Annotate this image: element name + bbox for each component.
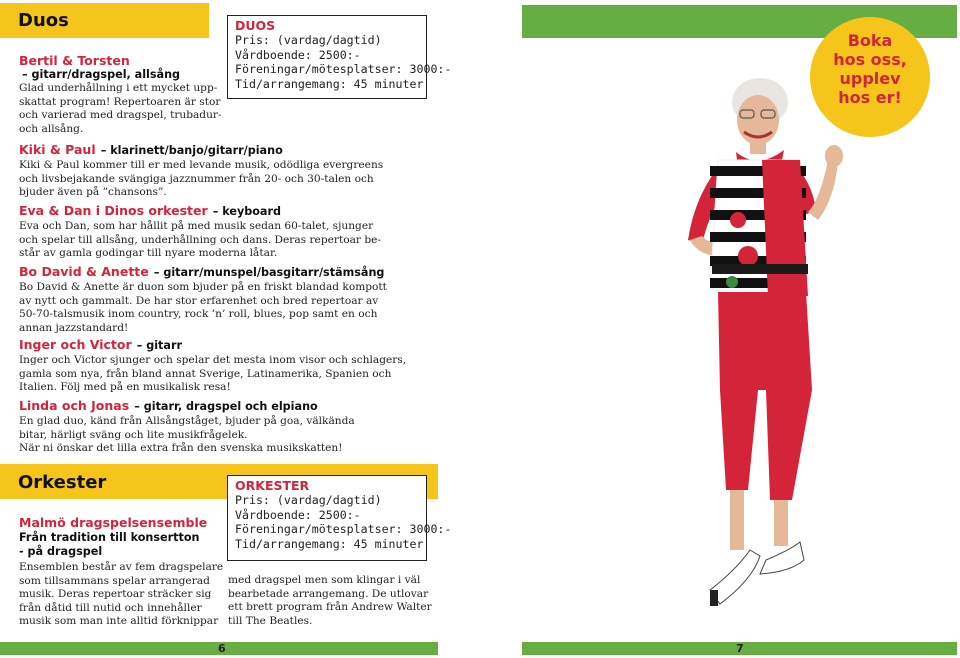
price-line: Föreningar/mötesplatser: 3000:- <box>235 522 452 537</box>
act-name: Eva & Dan i Dinos orkester <box>19 203 208 218</box>
act-name: Bertil & Torsten <box>19 53 130 68</box>
act-description: Inger och Victor sjunger och spelar det mesta inom visor och schlagers, gamla som nya, från bland annat Sverige, Latinamerika, Spanien och Italien. Följ med på en musikalisk resa! <box>19 354 407 394</box>
price-line: Pris: (vardag/dagtid) <box>235 493 382 508</box>
price-line: Pris: (vardag/dagtid) <box>235 33 382 48</box>
act-kiki-paul <box>19 139 439 200</box>
act-instruments: – klarinett/banjo/gitarr/piano <box>100 144 283 157</box>
act-name: Linda och Jonas <box>19 398 130 413</box>
act-description: Bo David & Anette är duon som bjuder på en friskt blandad kompott av nytt och gammalt. De har stor erfarenhet och bred repertoar av 50-70-talsmusik inom country, rock ’n’ roll, blues, pop samt en och annan jazzstandard! <box>19 281 387 334</box>
orchestra-description-right: med dragspel men som klingar i väl bearbetade arrangemang. De utlovar ett brett program från Andrew Walter till The Beatles. <box>228 574 432 627</box>
orchestra-malmo <box>19 515 224 629</box>
booking-badge-text: Boka hos oss, upplev hos er! <box>833 31 907 107</box>
orkester-price-box <box>227 475 452 561</box>
act-instruments: – keyboard <box>212 205 282 218</box>
page-number-right: 7 <box>736 642 744 655</box>
act-description: En glad duo, känd från Allsångståget, bjuder på goa, välkända bitar, härligt sväng och lite musikfrågelek. När ni önskar det lilla extra från den svenska musikskatten! <box>19 415 355 455</box>
price-line: Tid/arrangemang: 45 minuter <box>235 76 424 91</box>
price-line: Vårdboende: 2500:- <box>235 47 361 62</box>
act-linda-jonas <box>19 395 439 456</box>
orchestra-name: Malmö dragspelsensemble <box>19 515 208 530</box>
act-description: Glad underhållning i ett mycket upp- skattat program! Repertoaren är stor och varierad med dragspel, trubadur- och allsång. <box>19 82 222 135</box>
act-eva-dan <box>19 200 439 261</box>
price-box-heading: ORKESTER <box>235 478 310 493</box>
act-instruments: – gitarr/munspel/basgitarr/stämsång <box>153 266 385 279</box>
act-description: Eva och Dan, som har hållit på med musik sedan 60-talet, sjunger och spelar till allsång, underhållning och dans. Deras repertoar be- står av gamla godingar till nyare moderna låtar. <box>19 220 381 260</box>
duos-price-box <box>227 15 452 99</box>
price-line: Vårdboende: 2500:- <box>235 507 361 522</box>
act-description: Kiki & Paul kommer till er med levande musik, odödliga evergreens och livsbejakande svängiga jazznummer från 20- och 30-talen och bjuder även på ”chansons”. <box>19 159 384 199</box>
act-instruments: – gitarr <box>136 339 182 352</box>
act-name: Kiki & Paul <box>19 142 96 157</box>
orchestra-description-left: Ensemblen består av fem dragspelare som tillsammans spelar arrangerad musik. Deras repertoar sträcker sig från dåtid till nutid och innehåller musik som man inte alltid förknippar <box>19 561 224 628</box>
price-box-heading: DUOS <box>235 18 276 33</box>
orkester-title: Orkester <box>18 472 107 493</box>
price-line: Föreningar/mötesplatser: 3000:- <box>235 62 452 77</box>
act-name: Bo David & Anette <box>19 264 149 279</box>
act-name: Inger och Victor <box>19 337 132 352</box>
orchestra-subtitle: Från tradition till konsertton - på dragspel <box>19 531 200 558</box>
act-instruments: – gitarr, dragspel och elpiano <box>134 400 318 413</box>
act-instruments: – gitarr/dragspel, allsång <box>22 68 181 81</box>
act-inger-victor <box>19 334 439 395</box>
price-line: Tid/arrangemang: 45 minuter <box>235 536 424 551</box>
act-bo-david-anette <box>19 261 439 335</box>
woman-photo <box>640 60 870 620</box>
page-number-left: 6 <box>218 642 226 655</box>
act-bertil-torsten <box>19 53 222 136</box>
duos-title: Duos <box>18 10 69 31</box>
